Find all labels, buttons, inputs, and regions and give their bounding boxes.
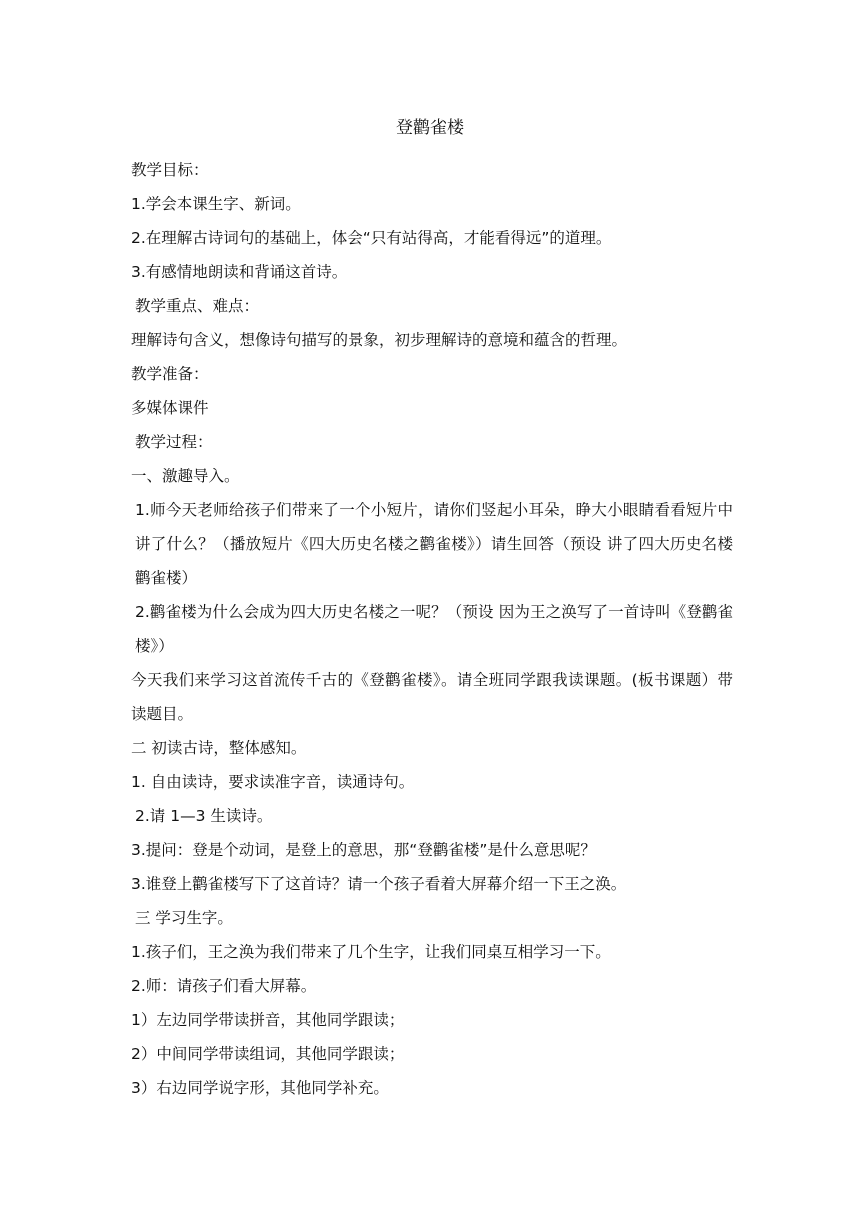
paragraph-step-1-2: 2.鹳雀楼为什么会成为四大历史名楼之一呢？（预设 因为王之涣写了一首诗叫《登鹳雀楼》） xyxy=(135,603,733,655)
paragraph-preparation: 多媒体课件 xyxy=(131,399,209,417)
paragraph-step-2-4: 3.谁登上鹳雀楼写下了这首诗？请一个孩子看着大屏幕介绍一下王之涣。 xyxy=(131,875,627,893)
paragraph-process-heading: 教学过程： xyxy=(135,433,213,451)
paragraph-preparation-heading: 教学准备： xyxy=(131,365,209,383)
paragraph-step-3-2-c: 3）右边同学说字形，其他同学补充。 xyxy=(131,1079,389,1097)
paragraph-step-1-1: 1.师今天老师给孩子们带来了一个小短片，请你们竖起小耳朵，睁大小眼睛看看短片中讲了什么？（播放短片《四大历史名楼之鹳雀楼》）请生回答（预设 讲了四大历史名楼鹳雀楼） xyxy=(135,501,733,587)
paragraph-teaching-goals-heading: 教学目标： xyxy=(131,161,209,179)
paragraph-step-3-2-a: 1）左边同学带读拼音，其他同学跟读； xyxy=(131,1011,405,1029)
paragraph-section-2-heading: 二 初读古诗，整体感知。 xyxy=(131,739,307,757)
paragraph-step-2-3: 3.提问：登是个动词，是登上的意思，那“登鹳雀楼”是什么意思呢？ xyxy=(131,841,596,859)
paragraph-step-1-3: 今天我们来学习这首流传千古的《登鹳雀楼》。请全班同学跟我读课题。(板书课题）带读题目。 xyxy=(131,671,733,723)
paragraph-step-2-2: 2.请 1—3 生读诗。 xyxy=(135,807,273,825)
paragraph-goal-2: 2.在理解古诗词句的基础上，体会“只有站得高，才能看得远”的道理。 xyxy=(131,229,612,247)
paragraph-goal-3: 3.有感情地朗读和背诵这首诗。 xyxy=(131,263,348,281)
document-body xyxy=(131,153,733,1105)
paragraph-section-1-heading: 一、激趣导入。 xyxy=(131,467,240,485)
paragraph-step-2-1: 1. 自由读诗，要求读准字音，读通诗句。 xyxy=(131,773,415,791)
paragraph-key-points-heading: 教学重点、难点： xyxy=(135,297,260,315)
paragraph-goal-1: 1.学会本课生字、新词。 xyxy=(131,195,301,213)
paragraph-section-3-heading: 三 学习生字。 xyxy=(135,909,233,927)
paragraph-key-points: 理解诗句含义，想像诗句描写的景象，初步理解诗的意境和蕴含的哲理。 xyxy=(131,331,628,349)
paragraph-step-3-2: 2.师：请孩子们看大屏幕。 xyxy=(131,977,317,995)
paragraph-step-3-1: 1.孩子们，王之涣为我们带来了几个生字，让我们同桌互相学习一下。 xyxy=(131,943,611,961)
document-title: 登鹳雀楼 xyxy=(396,118,464,138)
paragraph-step-3-2-b: 2）中间同学带读组词，其他同学跟读； xyxy=(131,1045,405,1063)
